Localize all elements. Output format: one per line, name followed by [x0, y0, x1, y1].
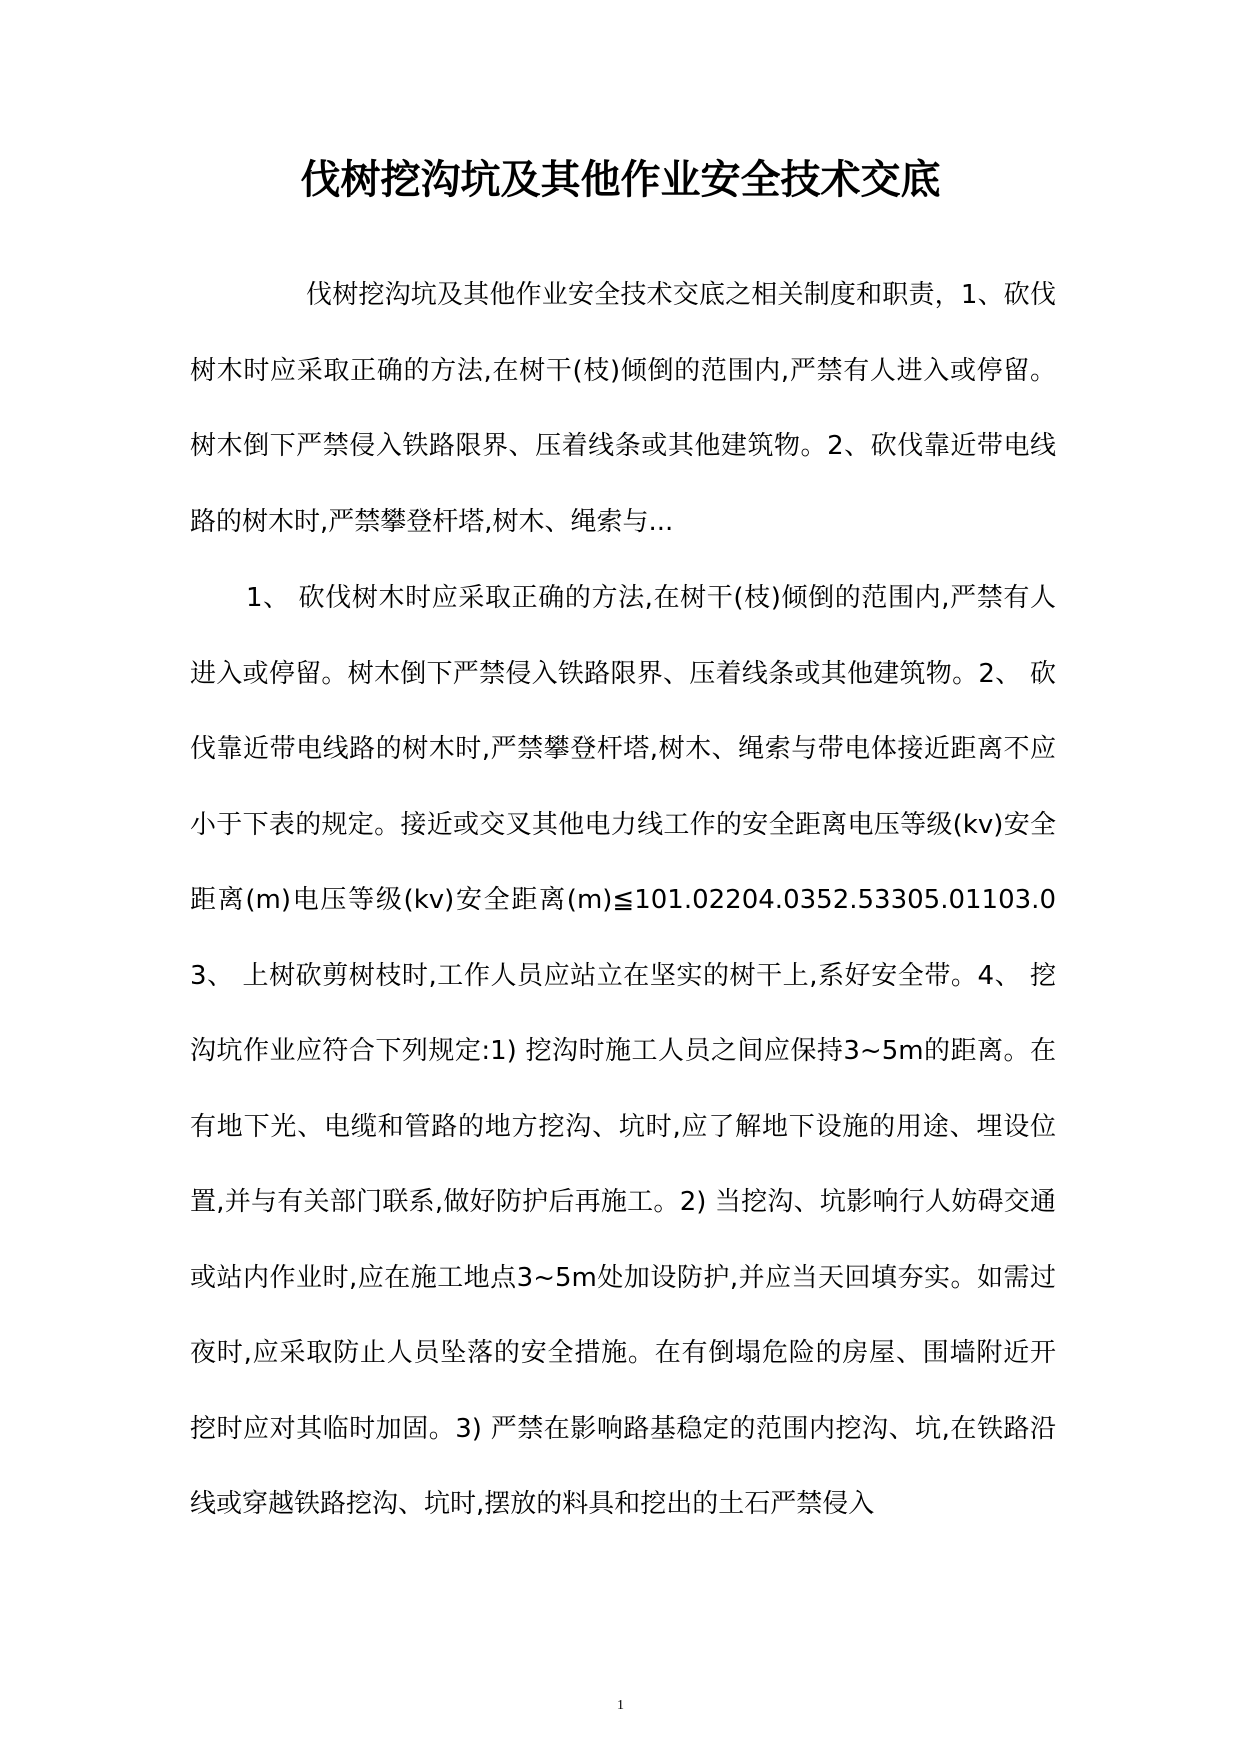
content-paragraph: 1、 砍伐树木时应采取正确的方法,在树干(枝)倾倒的范围内,严禁有人进入或停留。树木倒下严禁侵入铁路限界、压着线条或其他建筑物。2、 砍伐靠近带电线路的树木时,严禁攀登杆塔,树木、绳索与带电体接近距离不应小于下表的规定。接近或交叉其他电力线工作的安全距离电压等级(kv)安全距离(m)电压等级(kv)安全距离(m)≦101.02204.0352.53305.01103.03、 上树砍剪树枝时,工作人员应站立在坚实的树干上,系好安全带。4、 挖沟坑作业应符合下列规定:1) 挖沟时施工人员之间应保持3~5m的距离。在有地下光、电缆和管路的地方挖沟、坑时,应了解地下设施的用途、埋设位置,并与有关部门联系,做好防护后再施工。2) 当挖沟、坑影响行人妨碍交通或站内作业时,应在施工地点3~5m处加设防护,并应当天回填夯实。如需过夜时,应采取防止人员坠落的安全措施。在有倒塌危险的房屋、围墙附近开挖时应对其临时加固。3) 严禁在影响路基稳定的范围内挖沟、坑,在铁路沿线或穿越铁路挖沟、坑时,摆放的料具和挖出的土石严禁侵入	[190, 583, 1056, 1519]
page-number: 1	[617, 1698, 624, 1713]
document-title: 伐树挖沟坑及其他作业安全技术交底	[300, 157, 941, 203]
summary-paragraph: 伐树挖沟坑及其他作业安全技术交底之相关制度和职责，1、砍伐树木时应采取正确的方法,在树干(枝)倾倒的范围内,严禁有人进入或停留。树木倒下严禁侵入铁路限界、压着线条或其他建筑物。2、砍伐靠近带电线路的树木时,严禁攀登杆塔,树木、绳索与...	[190, 280, 1056, 537]
